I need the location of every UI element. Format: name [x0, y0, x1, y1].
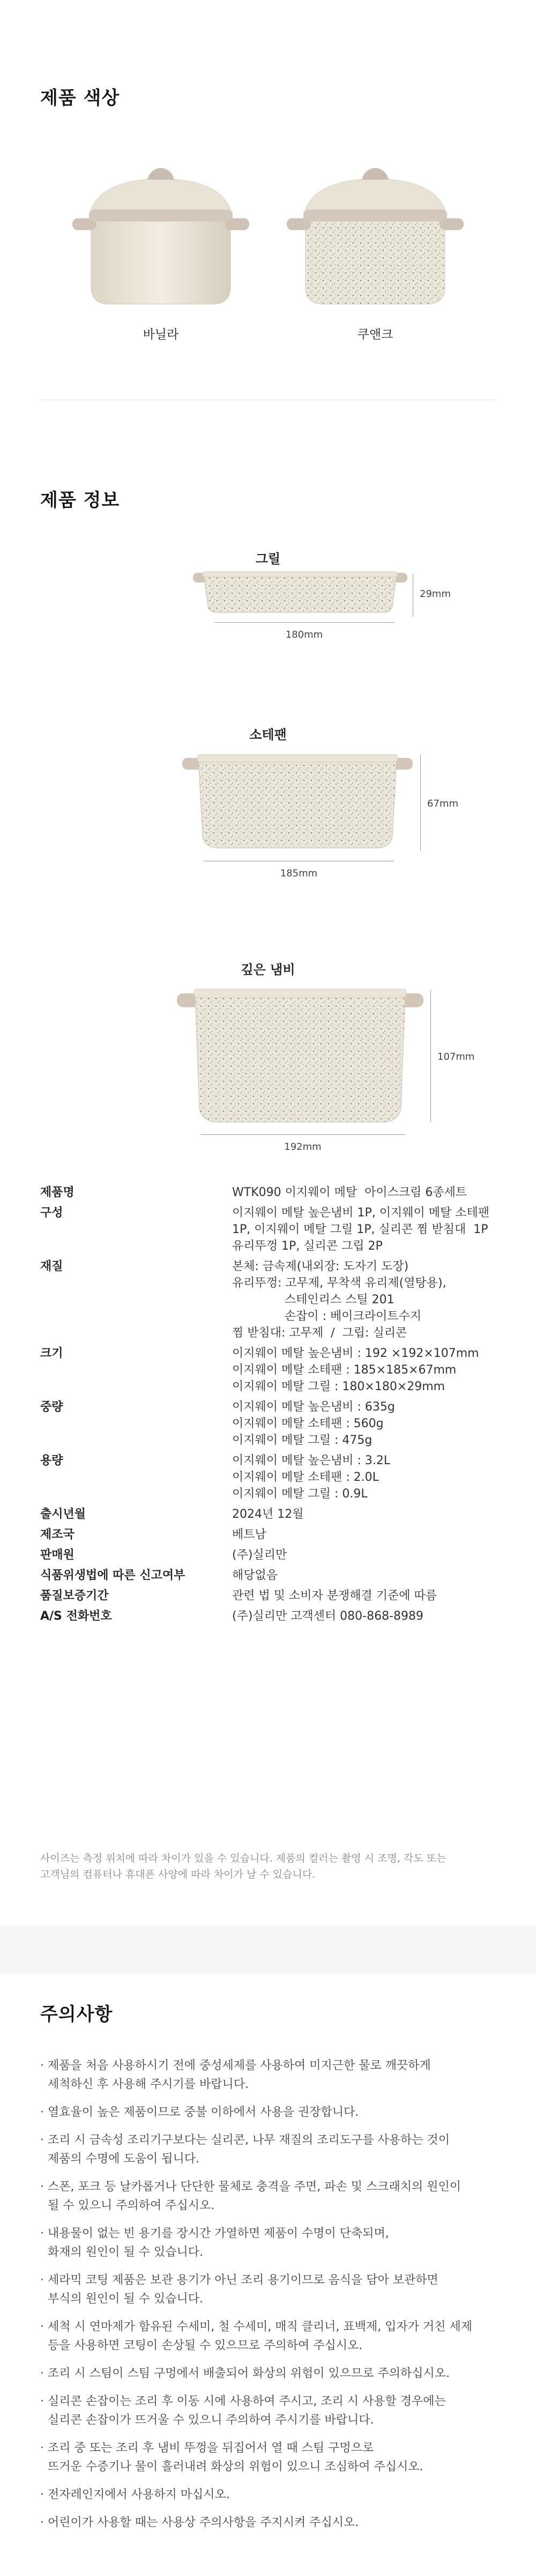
caution-text: 조리 중 또는 조리 후 냄비 뚜껑을 뒤집어서 열 때 스팀 구멍으로 뜨거운 수증기나 물이 흘러내려 화상의 위험이 있으니 조심하여 주십시오.	[48, 2441, 423, 2474]
spec-value: (주)실리만 고객센터 080-868-8989	[232, 1610, 424, 1623]
spec-row	[40, 1238, 496, 1254]
spec-value: 이지웨이 메탈 그릴 : 0.9L	[232, 1487, 368, 1501]
spec-row	[40, 1449, 496, 1469]
info-section-title: 제품 정보	[40, 490, 120, 511]
caution-list	[40, 2056, 496, 2541]
spec-row	[40, 1563, 496, 1584]
spec-row	[40, 1432, 496, 1449]
spec-value: 이지웨이 메탈 그릴 : 180×180×29mm	[232, 1380, 445, 1393]
spec-row	[40, 1254, 496, 1275]
spec-value: 유리뚜껑: 고무제, 무착색 유리제(열탕용),	[232, 1276, 446, 1290]
spec-value: 스테인리스 스틸 201	[232, 1293, 394, 1307]
spec-value: 이지웨이 메탈 높은냄비 1P, 이지웨이 메탈 소테팬	[232, 1206, 490, 1220]
spec-row	[40, 1325, 496, 1341]
spec-row	[40, 1502, 496, 1523]
caution-text: 어린이가 사용할 때는 사용상 주의사항을 주지시켜 주십시오.	[48, 2516, 359, 2529]
section-separator	[0, 1925, 536, 1974]
height-guide-deep-pot	[430, 991, 431, 1122]
spec-value: 베트남	[232, 1528, 266, 1541]
bullet-icon: ·	[40, 2180, 48, 2194]
bullet-icon: ·	[40, 2227, 48, 2240]
caution-text: 세척 시 연마제가 함유된 수세미, 철 수세미, 매직 클리너, 표백제, 입자가 거친 세제 등을 사용하면 코팅이 손상될 수 있으므로 주의하여 주십시오.	[48, 2320, 472, 2352]
width-guide-grill	[214, 622, 394, 623]
height-label-saute-pan: 67mm	[427, 798, 458, 809]
bullet-icon: ·	[40, 2134, 48, 2147]
spec-row	[40, 1469, 496, 1486]
caution-item	[40, 2364, 496, 2383]
spec-value: 손잡이 : 베이크라이트수지	[232, 1310, 422, 1323]
deep-pot-image	[177, 981, 423, 1126]
caution-item	[40, 2392, 496, 2430]
caution-item	[40, 2513, 496, 2532]
caution-item	[40, 2131, 496, 2168]
height-guide-saute-pan	[420, 755, 421, 851]
height-label-grill: 29mm	[420, 588, 451, 600]
spec-key: 품질보증기간	[40, 1589, 109, 1603]
product-name-grill: 그릴	[255, 551, 281, 566]
bullet-icon: ·	[40, 2059, 48, 2072]
bullet-icon: ·	[40, 2320, 48, 2334]
grill-pan-image	[193, 569, 407, 622]
width-guide-deep-pot	[201, 1134, 405, 1135]
caution-text: 조리 시 스팀이 스팀 구멍에서 배출되어 화상의 위험이 있으므로 주의하십시오.	[48, 2367, 450, 2380]
spec-value: 이지웨이 메탈 그릴 : 475g	[232, 1434, 373, 1447]
spec-value: 관련 법 및 소비자 분쟁해결 기준에 따름	[232, 1589, 437, 1603]
spec-key: 출시년월	[40, 1508, 86, 1521]
width-label-saute-pan: 185mm	[280, 868, 318, 879]
spec-row	[40, 1184, 496, 1201]
color-label-cookies-cream: 쿠앤크	[357, 328, 393, 342]
width-label-deep-pot: 192mm	[284, 1141, 322, 1153]
caution-item	[40, 2317, 496, 2355]
height-label-deep-pot: 107mm	[437, 1051, 475, 1062]
spec-value: 이지웨이 메탈 높은냄비 : 3.2L	[232, 1454, 391, 1467]
spec-key-spacer	[40, 1308, 232, 1325]
spec-table	[40, 1184, 496, 1625]
spec-key-spacer	[40, 1238, 232, 1254]
spec-row	[40, 1584, 496, 1604]
spec-row	[40, 1275, 496, 1291]
caution-text: 스폰, 포크 등 날카롭거나 단단한 물체로 충격을 주면, 파손 및 스크래치의 원인이 될 수 있으니 주의하여 주십시오.	[48, 2180, 461, 2212]
caution-text: 내용물이 없는 빈 용기를 장시간 가열하면 제품이 수명이 단축되며, 화재의 원인이 될 수 있습니다.	[48, 2227, 389, 2259]
spec-value: 찜 받침대: 고무제 / 그립: 실리콘	[232, 1326, 407, 1340]
bullet-icon: ·	[40, 2395, 48, 2408]
caution-text: 제품을 처음 사용하시기 전에 중성세제를 사용하여 미지근한 물로 깨끗하게 세척하신 후 사용해 주시기를 바랍니다.	[48, 2059, 431, 2091]
caution-text: 전자레인지에서 사용하지 마십시오.	[48, 2488, 230, 2501]
spec-key-spacer	[40, 1325, 232, 1341]
spec-row	[40, 1486, 496, 1502]
vanilla-pot-image	[70, 158, 252, 314]
caution-item	[40, 2485, 496, 2504]
spec-row	[40, 1341, 496, 1362]
spec-key: 구성	[40, 1206, 63, 1220]
spec-key-spacer	[40, 1362, 232, 1378]
cookies-cream-pot-image	[284, 158, 466, 314]
bullet-icon: ·	[40, 2367, 48, 2380]
color-label-vanilla: 바닐라	[143, 328, 179, 342]
spec-value: 이지웨이 메탈 높은냄비 : 192 ×192×107mm	[232, 1347, 479, 1360]
spec-key: 판매원	[40, 1548, 75, 1562]
caution-item	[40, 2103, 496, 2122]
spec-value: 이지웨이 메탈 소테팬 : 560g	[232, 1417, 384, 1430]
caution-text: 세라믹 코팅 제품은 보관 용기가 아닌 조리 용기이므로 음식을 담아 보관하면 부식의 원인이 될 수 있습니다.	[48, 2274, 438, 2306]
spec-value: 본체: 금속제(내외장: 도자기 도장)	[232, 1260, 409, 1273]
spec-key: 크기	[40, 1347, 63, 1360]
bullet-icon: ·	[40, 2106, 48, 2119]
spec-key-spacer	[40, 1415, 232, 1432]
spec-value: 이지웨이 메탈 소테팬 : 185×185×67mm	[232, 1363, 457, 1377]
spec-key: 용량	[40, 1454, 63, 1467]
spec-row	[40, 1362, 496, 1378]
bullet-icon: ·	[40, 2441, 48, 2455]
spec-value: 1P, 이지웨이 메탈 그릴 1P, 실리콘 찜 받침대 1P	[232, 1223, 488, 1236]
spec-key: A/S 전화번호	[40, 1610, 112, 1623]
caution-section-title: 주의사항	[40, 2004, 113, 2025]
product-name-deep-pot: 깊은 냄비	[241, 962, 295, 977]
spec-key: 제품명	[40, 1186, 75, 1199]
caution-item	[40, 2439, 496, 2476]
spec-value: 유리뚜껑 1P, 실리콘 그립 2P	[232, 1239, 383, 1253]
spec-key-spacer	[40, 1291, 232, 1308]
bullet-icon: ·	[40, 2274, 48, 2287]
spec-key-spacer	[40, 1469, 232, 1486]
colors-section-title: 제품 색상	[40, 87, 120, 109]
width-label-grill: 180mm	[285, 629, 323, 640]
spec-row	[40, 1395, 496, 1415]
spec-note: 사이즈는 측정 위치에 따라 차이가 있을 수 있습니다. 제품의 컬러는 촬영 시 조명, 각도 또는 고객님의 컴퓨터나 휴대폰 사양에 따라 차이가 날 수 있습니다.	[40, 1852, 446, 1880]
spec-row	[40, 1308, 496, 1325]
product-name-saute-pan: 소테팬	[249, 727, 287, 742]
spec-value: 해당없음	[232, 1569, 278, 1582]
caution-item	[40, 2224, 496, 2262]
spec-key: 식품위생법에 따른 신고여부	[40, 1569, 185, 1582]
spec-value: 이지웨이 메탈 소테팬 : 2.0L	[232, 1471, 379, 1484]
spec-key-spacer	[40, 1275, 232, 1291]
caution-item	[40, 2271, 496, 2308]
spec-value: 이지웨이 메탈 높은냄비 : 635g	[232, 1400, 395, 1414]
spec-row	[40, 1415, 496, 1432]
spec-row	[40, 1543, 496, 1563]
saute-pan-image	[182, 748, 413, 855]
spec-key: 중량	[40, 1400, 63, 1414]
spec-key-spacer	[40, 1486, 232, 1502]
caution-item	[40, 2178, 496, 2215]
spec-key: 제조국	[40, 1528, 75, 1541]
spec-key-spacer	[40, 1432, 232, 1449]
spec-value: 2024년 12월	[232, 1508, 304, 1521]
spec-row	[40, 1221, 496, 1238]
bullet-icon: ·	[40, 2516, 48, 2529]
caution-item	[40, 2056, 496, 2094]
spec-row	[40, 1523, 496, 1543]
spec-row	[40, 1604, 496, 1625]
spec-key: 재질	[40, 1260, 63, 1273]
spec-row	[40, 1201, 496, 1221]
spec-key-spacer	[40, 1378, 232, 1395]
caution-text: 조리 시 금속성 조리기구보다는 실리콘, 나무 재질의 조리도구를 사용하는 것이 제품의 수명에 도움이 됩니다.	[48, 2134, 450, 2166]
spec-row	[40, 1291, 496, 1308]
bullet-icon: ·	[40, 2488, 48, 2501]
spec-key-spacer	[40, 1221, 232, 1238]
caution-text: 실리콘 손잡이는 조리 후 이동 시에 사용하여 주시고, 조리 시 사용할 경우에는 실리콘 손잡이가 뜨거울 수 있으니 주의하여 주시기를 바랍니다.	[48, 2395, 446, 2427]
spec-row	[40, 1378, 496, 1395]
spec-value: WTK090 이지웨이 메탈 아이스크림 6종세트	[232, 1186, 467, 1199]
caution-text: 열효율이 높은 제품이므로 중불 이하에서 사용을 권장합니다.	[48, 2106, 359, 2119]
spec-value: (주)실리만	[232, 1548, 287, 1562]
